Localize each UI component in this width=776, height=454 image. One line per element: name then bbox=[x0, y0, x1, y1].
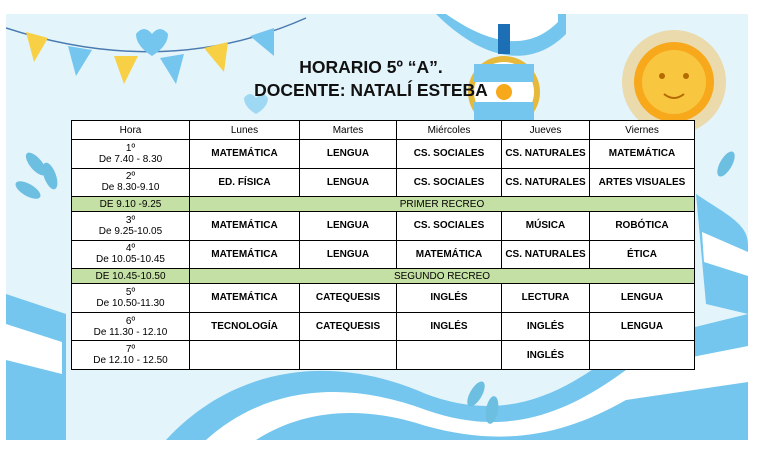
hour-cell bbox=[72, 284, 190, 313]
table-row bbox=[72, 341, 695, 370]
class-cell: LENGUA bbox=[300, 168, 397, 197]
class-cell: ARTES VISUALES bbox=[590, 168, 695, 197]
poster-background bbox=[6, 14, 748, 440]
period-number: 6º bbox=[125, 315, 136, 327]
title-line-1: HORARIO 5º “A”. bbox=[299, 57, 443, 77]
hour-cell bbox=[72, 168, 190, 197]
class-cell: CS. SOCIALES bbox=[397, 212, 502, 241]
header-lunes: Lunes bbox=[190, 121, 300, 140]
class-cell: MATEMÁTICA bbox=[190, 240, 300, 269]
period-time: De 7.40 - 8.30 bbox=[98, 153, 163, 165]
period-time: De 9.25-10.05 bbox=[98, 225, 163, 237]
class-cell: MATEMÁTICA bbox=[190, 212, 300, 241]
period-number: 5º bbox=[125, 286, 136, 298]
period-number: 1º bbox=[125, 142, 136, 154]
period-number: 4º bbox=[125, 243, 136, 255]
class-cell: MATEMÁTICA bbox=[190, 140, 300, 169]
hour-cell bbox=[72, 140, 190, 169]
period-time: De 11.30 - 12.10 bbox=[93, 326, 168, 338]
class-cell: MATEMÁTICA bbox=[190, 284, 300, 313]
sun-icon bbox=[622, 30, 726, 134]
hour-cell bbox=[72, 212, 190, 241]
class-cell bbox=[190, 341, 300, 370]
header-miercoles: Miércoles bbox=[397, 121, 502, 140]
schedule-title bbox=[236, 56, 506, 102]
hour-cell bbox=[72, 240, 190, 269]
header-row bbox=[72, 121, 695, 140]
class-cell: CATEQUESIS bbox=[300, 312, 397, 341]
header-martes: Martes bbox=[300, 121, 397, 140]
title-line-2: DOCENTE: NATALÍ ESTEBA bbox=[254, 80, 488, 100]
header-jueves: Jueves bbox=[502, 121, 590, 140]
period-time: De 12.10 - 12.50 bbox=[93, 355, 168, 367]
class-cell: INGLÉS bbox=[502, 341, 590, 370]
class-cell: CS. SOCIALES bbox=[397, 168, 502, 197]
table-row bbox=[72, 140, 695, 169]
class-cell: CS. NATURALES bbox=[502, 140, 590, 169]
class-cell: LECTURA bbox=[502, 284, 590, 313]
class-cell: LENGUA bbox=[590, 312, 695, 341]
recess-row bbox=[72, 197, 695, 212]
period-number: 7º bbox=[125, 344, 136, 356]
class-cell: INGLÉS bbox=[502, 312, 590, 341]
period-time: De 10.05-10.45 bbox=[96, 254, 165, 266]
class-cell bbox=[590, 341, 695, 370]
recess-time: DE 9.10 -9.25 bbox=[72, 197, 190, 212]
hour-cell bbox=[72, 312, 190, 341]
period-number: 2º bbox=[125, 171, 136, 183]
recess-time: DE 10.45-10.50 bbox=[72, 269, 190, 284]
class-cell: CATEQUESIS bbox=[300, 284, 397, 313]
class-cell: MATEMÁTICA bbox=[397, 240, 502, 269]
class-cell: TECNOLOGÍA bbox=[190, 312, 300, 341]
recess-label: SEGUNDO RECREO bbox=[190, 269, 695, 284]
class-cell: INGLÉS bbox=[397, 284, 502, 313]
class-cell: MATEMÁTICA bbox=[590, 140, 695, 169]
class-cell: LENGUA bbox=[300, 140, 397, 169]
class-cell: LENGUA bbox=[300, 212, 397, 241]
recess-label: PRIMER RECREO bbox=[190, 197, 695, 212]
class-cell bbox=[300, 341, 397, 370]
table-row bbox=[72, 168, 695, 197]
class-cell: CS. NATURALES bbox=[502, 240, 590, 269]
period-time: De 8.30-9.10 bbox=[101, 182, 160, 194]
table-row bbox=[72, 240, 695, 269]
recess-row bbox=[72, 269, 695, 284]
header-viernes: Viernes bbox=[590, 121, 695, 140]
table-row bbox=[72, 212, 695, 241]
class-cell: ED. FÍSICA bbox=[190, 168, 300, 197]
class-cell: CS. NATURALES bbox=[502, 168, 590, 197]
class-cell: INGLÉS bbox=[397, 312, 502, 341]
class-cell: LENGUA bbox=[590, 284, 695, 313]
table-row bbox=[72, 284, 695, 313]
class-cell: LENGUA bbox=[300, 240, 397, 269]
table-row bbox=[72, 312, 695, 341]
class-cell: MÚSICA bbox=[502, 212, 590, 241]
hour-cell bbox=[72, 341, 190, 370]
class-cell: ROBÓTICA bbox=[590, 212, 695, 241]
class-cell: ÉTICA bbox=[590, 240, 695, 269]
schedule-table bbox=[71, 120, 695, 370]
period-number: 3º bbox=[125, 214, 136, 226]
period-time: De 10.50-11.30 bbox=[96, 297, 165, 309]
header-hora: Hora bbox=[72, 121, 190, 140]
class-cell: CS. SOCIALES bbox=[397, 140, 502, 169]
class-cell bbox=[397, 341, 502, 370]
